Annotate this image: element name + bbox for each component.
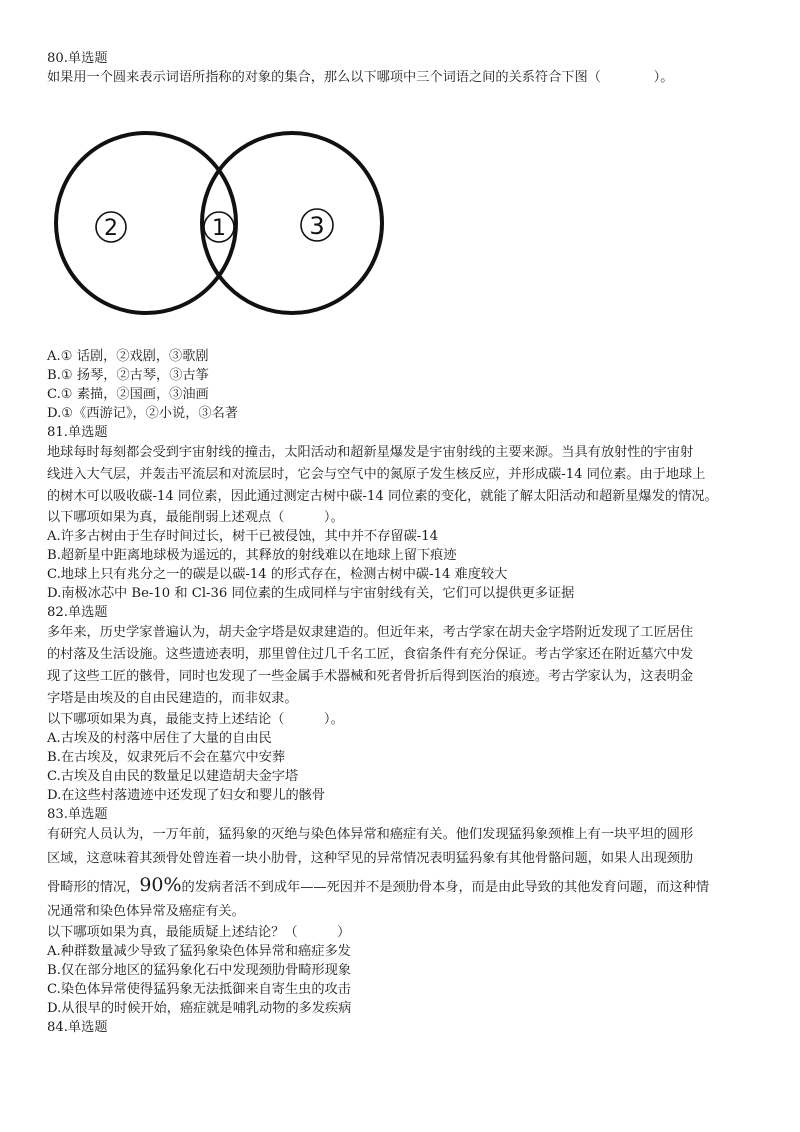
q81-option-b: B.超新星中距离地球极为遥远的，其释放的射线难以在地球上留下痕迹 <box>47 548 457 563</box>
venn-label-center <box>204 212 234 242</box>
question-82-stem-line-3: 现了这些工匠的骸骨，同时也发现了一些金属手术器械和死者骨折后得到医治的痕迹。考古学家认为，这表明金 <box>47 669 694 684</box>
q81-option-c: C.地球上只有兆分之一的碳是以碳-14 的形式存在，检测古树中碳-14 难度较大 <box>47 567 508 582</box>
question-82-header: 82.单选题 <box>47 605 108 620</box>
question-80-stem: 如果用一个圆来表示词语所指称的对象的集合，那么以下哪项中三个词语之间的关系符合下图（ ）。 <box>47 70 674 85</box>
question-83-stem-line-1: 有研究人员认为，一万年前，猛犸象的灭绝与染色体异常和癌症有关。他们发现猛犸象颈椎上有一块平坦的圆形 <box>47 827 694 842</box>
question-82-stem-line-4: 字塔是由埃及的自由民建造的，而非奴隶。 <box>47 691 298 706</box>
question-81-ask: 以下哪项如果为真，最能削弱上述观点（ ）。 <box>47 510 344 525</box>
question-80-header: 80.单选题 <box>47 51 108 66</box>
question-81-header: 81.单选题 <box>47 425 108 440</box>
question-82-ask: 以下哪项如果为真，最能支持上述结论（ ）。 <box>47 712 344 727</box>
question-81-stem-line-1: 地球每时每刻都会受到宇宙射线的撞击，太阳活动和超新星爆发是宇宙射线的主要来源。当具有放射性的宇宙射 <box>47 445 694 460</box>
exam-page <box>47 49 762 1037</box>
q83-option-b: B.仅在部分地区的猛犸象化石中发现颈肋骨畸形现象 <box>47 963 352 978</box>
venn-label-left-text: 2 <box>104 216 118 241</box>
q83-stem-line3-after: 的发病者活不到成年——死因并不是颈肋骨本身，而是由此导致的其他发育问题，而这种情 <box>181 880 710 895</box>
question-83-stem-line-4: 况通常和染色体异常及癌症有关。 <box>47 904 245 919</box>
venn-label-center-text: 1 <box>212 216 226 241</box>
q83-option-a: A.种群数量减少导致了猛犸象染色体异常和癌症多发 <box>47 944 351 959</box>
question-84-header: 84.单选题 <box>47 1020 108 1035</box>
q82-option-a: A.古埃及的村落中居住了大量的自由民 <box>47 731 272 746</box>
question-83-stem-line-2: 区域，这意味着其颈骨处曾连着一块小肋骨，这种罕见的异常情况表明猛犸象有其他骨骼问题，如果人出现颈肋 <box>47 851 694 866</box>
venn-diagram <box>54 117 414 333</box>
question-83-ask: 以下哪项如果为真，最能质疑上述结论？（ ） <box>47 925 351 940</box>
q83-stat-90-percent: 90% <box>139 874 182 896</box>
q81-option-a: A.许多古树由于生存时间过长，树干已被侵蚀，其中并不存留碳-14 <box>47 529 439 544</box>
q80-option-b: B.① 扬琴，②古琴，③古筝 <box>47 368 209 383</box>
venn-circle-left <box>56 133 236 313</box>
q83-option-d: D.从很早的时候开始，癌症就是哺乳动物的多发疾病 <box>47 1001 352 1016</box>
q82-option-b: B.在古埃及，奴隶死后不会在墓穴中安葬 <box>47 750 286 765</box>
venn-label-left <box>96 212 126 242</box>
q80-option-c: C.① 素描，②国画，③油画 <box>47 387 209 402</box>
venn-circle-right <box>202 133 382 313</box>
q81-option-d: D.南极冰芯中 Be-10 和 Cl-36 同位素的生成同样与宇宙射线有关，它们可以提供更多证据 <box>47 586 575 601</box>
venn-label-right <box>301 209 333 241</box>
q82-option-d: D.在这些村落遗迹中还发现了妇女和婴儿的骸骨 <box>47 788 326 803</box>
question-83-header: 83.单选题 <box>47 807 108 822</box>
q80-option-d: D.①《西游记》，②小说，③名著 <box>47 406 238 421</box>
question-81-stem-line-3: 的树木可以吸收碳-14 同位素，因此通过测定古树中碳-14 同位素的变化，就能了解太阳活动和超新星爆发的情况。 <box>47 489 718 504</box>
q83-stem-line3-before: 骨畸形的情况， <box>47 880 140 895</box>
q83-option-c: C.染色体异常使得猛犸象无法抵御来自寄生虫的攻击 <box>47 982 351 997</box>
question-82-stem-line-2: 的村落及生活设施。这些遗迹表明，那里曾住过几千名工匠，食宿条件有充分保证。考古学家还在附近墓穴中发 <box>47 647 694 662</box>
q82-option-c: C.古埃及自由民的数量足以建造胡夫金字塔 <box>47 769 299 784</box>
q80-option-a: A.① 话剧，②戏剧，③歌剧 <box>47 349 209 364</box>
question-83-stem-line-3 <box>47 872 762 901</box>
question-81-stem-line-2: 线进入大气层，并轰击平流层和对流层时，它会与空气中的氮原子发生核反应，并形成碳-14 同位素。由于地球上 <box>47 467 706 482</box>
question-82-stem-line-1: 多年来，历史学家普遍认为，胡夫金字塔是奴隶建造的。但近年来，考古学家在胡夫金字塔附近发现了工匠居住 <box>47 625 694 640</box>
venn-label-right-text: 3 <box>309 212 325 240</box>
